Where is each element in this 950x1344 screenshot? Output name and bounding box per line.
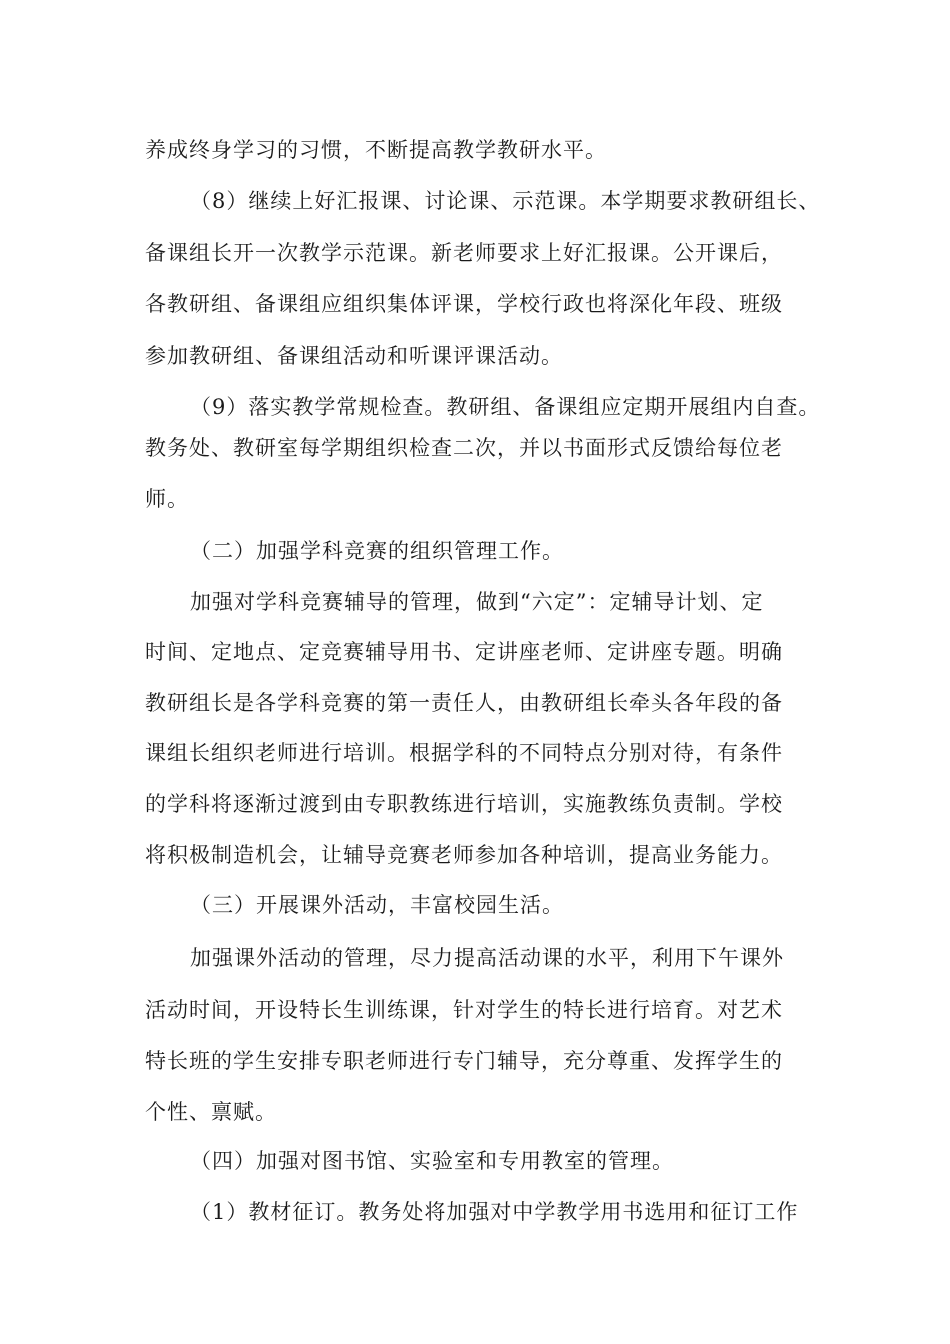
section-heading: （四）加强对图书馆、实验室和专用教室的管理。 — [190, 1149, 674, 1173]
text-line: 教研组长是各学科竞赛的第一责任人，由教研组长牵头各年段的备 — [145, 691, 783, 715]
text-line: 加强对学科竞赛辅导的管理，做到“六定”：定辅导计划、定 — [190, 590, 764, 614]
section-heading: （三）开展课外活动，丰富校园生活。 — [190, 893, 564, 917]
text-line: 各教研组、备课组应组织集体评课，学校行政也将深化年段、班级 — [145, 292, 783, 316]
text-line: 的学科将逐渐过渡到由专职教练进行培训，实施教练负责制。学校 — [145, 792, 783, 816]
text-line: 活动时间，开设特长生训练课，针对学生的特长进行培育。对艺术 — [145, 998, 783, 1022]
text-line: 教务处、教研室每学期组织检查二次，并以书面形式反馈给每位老 — [145, 436, 783, 460]
text-line: （9）落实教学常规检查。教研组、备课组应定期开展组内自查。 — [190, 395, 821, 419]
text-line: 个性、禀赋。 — [145, 1100, 277, 1124]
section-heading: （二）加强学科竞赛的组织管理工作。 — [190, 539, 564, 563]
text-line: 加强课外活动的管理，尽力提高活动课的水平，利用下午课外 — [190, 946, 784, 970]
text-line: 养成终身学习的习惯，不断提高教学教研水平。 — [145, 138, 607, 162]
text-line: 将积极制造机会，让辅导竞赛老师参加各种培训，提高业务能力。 — [145, 843, 783, 867]
text-line: 参加教研组、备课组活动和听课评课活动。 — [145, 344, 563, 368]
text-line: （8）继续上好汇报课、讨论课、示范课。本学期要求教研组长、 — [190, 189, 821, 213]
text-line: 时间、定地点、定竞赛辅导用书、定讲座老师、定讲座专题。明确 — [145, 640, 783, 664]
text-line: 特长班的学生安排专职老师进行专门辅导，充分尊重、发挥学生的 — [145, 1049, 783, 1073]
text-line: 备课组长开一次教学示范课。新老师要求上好汇报课。公开课后， — [145, 241, 783, 265]
text-line: 师。 — [145, 487, 189, 511]
text-line: 课组长组织老师进行培训。根据学科的不同特点分别对待，有条件 — [145, 741, 783, 765]
text-line: （1）教材征订。教务处将加强对中学教学用书选用和征订工作 — [190, 1200, 799, 1224]
